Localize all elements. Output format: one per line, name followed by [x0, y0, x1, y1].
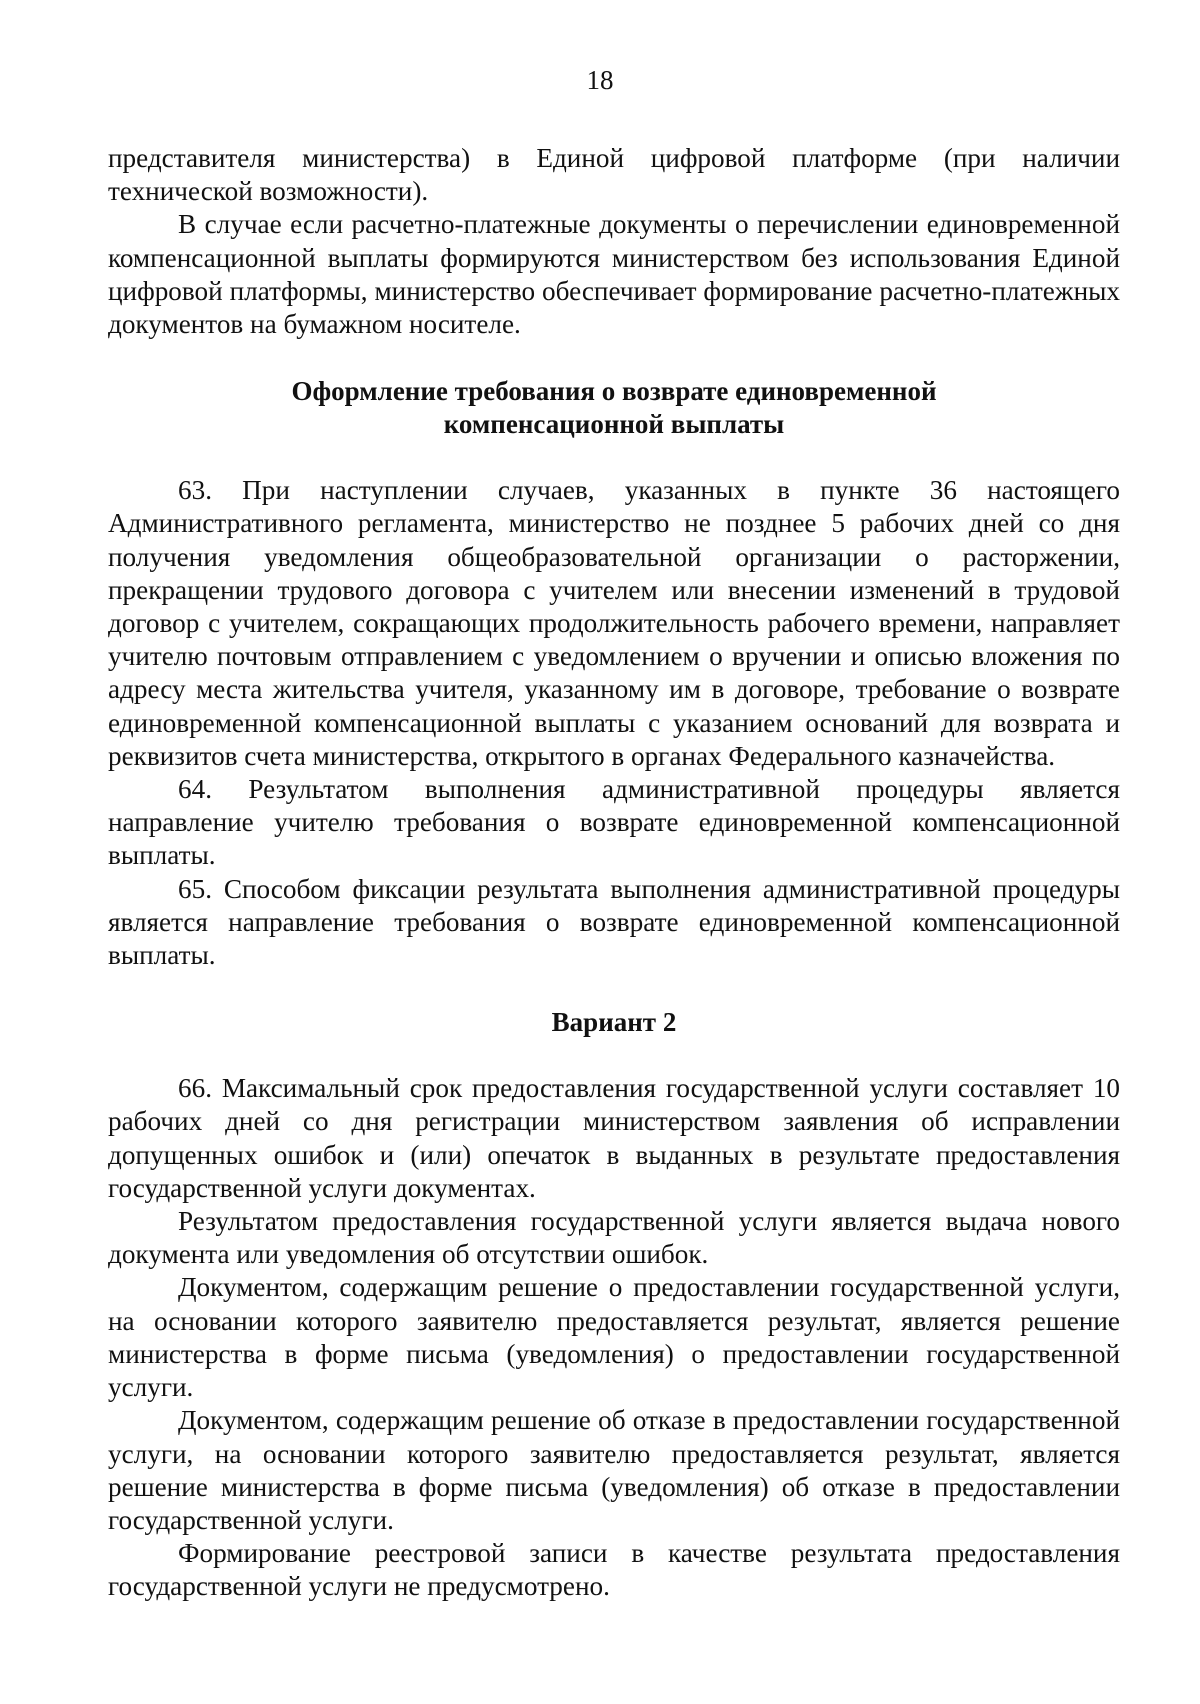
- section-heading: [108, 375, 1120, 441]
- paragraph: Формирование реестровой записи в качестве результата предоставления государственной услуги не предусмотрено.: [108, 1538, 1120, 1602]
- paragraph-64: 64. Результатом выполнения административной процедуры является направление учителю требования о возврате единовременной компенсационной выплаты.: [108, 774, 1120, 871]
- document-body: [108, 142, 1120, 1604]
- paragraph-63: 63. При наступлении случаев, указанных в пункте 36 настоящего Административного регламента, министерство не позднее 5 рабочих дней со дня получения уведомления общеобразовательной организации о расторжении, прекращении трудового договора с учителем или внесении изменений в трудовой договор с учителем, сокращающих продолжительность рабочего времени, направляет учителю почтовым отправлением с уведомлением о вручении и описью вложения по адресу места жительства учителя, указанному им в договоре, требование о возврате единовременной компенсационной выплаты с указанием оснований для возврата и реквизитов счета министерства, открытого в органах Федерального казначейства.: [108, 475, 1120, 771]
- variant-heading: Вариант 2: [551, 1007, 677, 1038]
- paragraph: Документом, содержащим решение об отказе в предоставлении государственной услуги, на основании которого заявителю предоставляется результат, является решение министерства в форме письма (уведомления) об отказе в предоставлении государственной услуги.: [108, 1405, 1120, 1535]
- paragraph-65: 65. Способом фиксации результата выполнения административной процедуры является направление требования о возврате единовременной компенсационной выплаты.: [108, 873, 1120, 971]
- page-number: 18: [586, 65, 614, 95]
- paragraph-66: 66. Максимальный срок предоставления государственной услуги составляет 10 рабочих дней со дня регистрации министерством заявления об исправлении допущенных ошибок и (или) опечаток в выданных в результате предоставления государственной услуги документах.: [108, 1073, 1120, 1203]
- paragraph-continued: представителя министерства) в Единой цифровой платформе (при наличии технической возможности).: [108, 143, 1120, 207]
- section-heading-line: Оформление требования о возврате единовременной: [291, 376, 937, 407]
- section-heading-line: компенсационной выплаты: [443, 409, 785, 440]
- paragraph: Результатом предоставления государственной услуги является выдача нового документа или уведомления об отсутствии ошибок.: [108, 1206, 1120, 1270]
- paragraph: Документом, содержащим решение о предоставлении государственной услуги, на основании которого заявителю предоставляется результат, является решение министерства в форме письма (уведомления) о предоставлении государственной услуги.: [108, 1272, 1120, 1403]
- paragraph: В случае если расчетно-платежные документы о перечислении единовременной компенсационной выплаты формируются министерством без использования Единой цифровой платформы, министерство обеспечивает формирование расчетно-платежных документов на бумажном носителе.: [108, 209, 1120, 340]
